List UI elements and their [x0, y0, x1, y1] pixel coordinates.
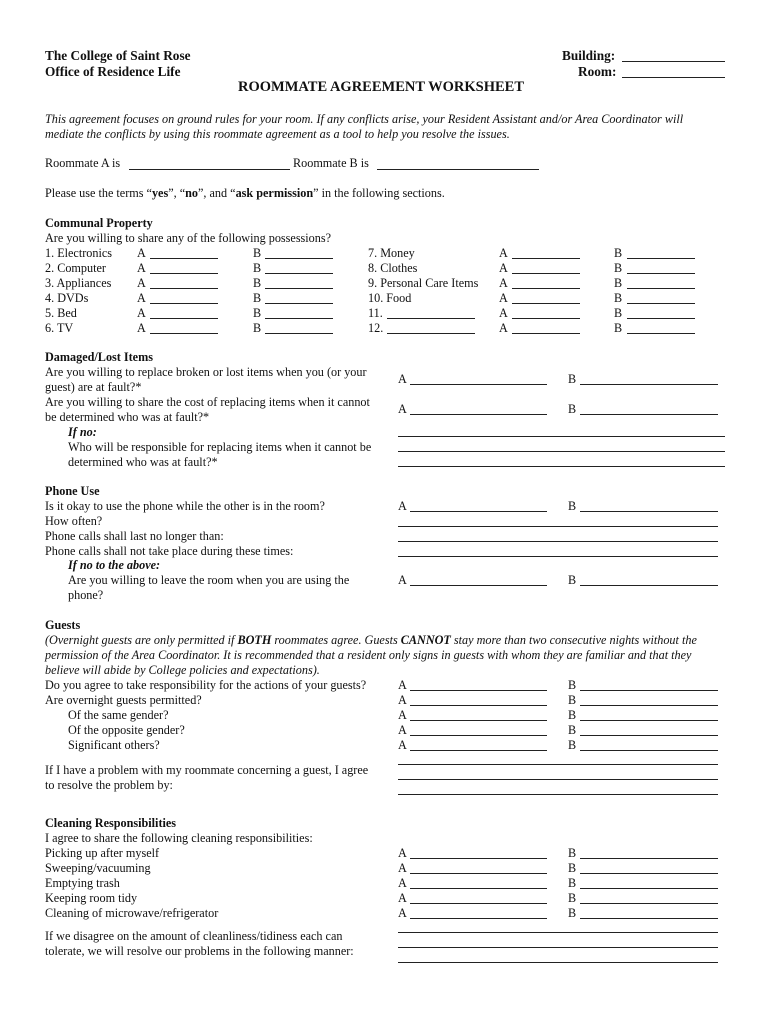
phone-q5-a-field[interactable]: [410, 585, 547, 586]
communal-item-label: 12.: [368, 321, 384, 335]
guests-q5: Significant others?: [68, 738, 160, 752]
b-label: B: [568, 861, 577, 875]
cleaning-item: Sweeping/vacuuming: [45, 861, 151, 875]
guests-q4: Of the opposite gender?: [68, 723, 185, 737]
communal-right-10-b-field[interactable]: [627, 303, 695, 304]
guests-q2-a-field[interactable]: [410, 705, 547, 706]
phone-q2: How often?: [45, 514, 103, 528]
room-field[interactable]: [622, 77, 725, 78]
b-label: B: [568, 906, 577, 920]
building-label: Building:: [562, 48, 616, 63]
guests-resolve-field-1[interactable]: [398, 764, 718, 765]
cleaning-item: Picking up after myself: [45, 846, 160, 860]
a-label: A: [398, 906, 407, 920]
damaged-responsible-field-3[interactable]: [398, 466, 725, 467]
cleaning-item: Keeping room tidy: [45, 891, 138, 905]
b-label: B: [568, 708, 577, 722]
communal-heading: Communal Property: [45, 216, 153, 230]
communal-left-4-a-field[interactable]: [150, 303, 218, 304]
b-label: B: [568, 499, 577, 513]
damaged-heading: Damaged/Lost Items: [45, 350, 153, 364]
communal-custom-item-12-field[interactable]: [387, 333, 475, 334]
a-label: A: [398, 402, 407, 416]
b-label: B: [568, 738, 577, 752]
phone-q1-a-field[interactable]: [410, 511, 547, 512]
phone-how-often-field[interactable]: [398, 526, 718, 527]
terms-instruction: [45, 186, 445, 201]
cleaning-5-a-field[interactable]: [410, 918, 547, 919]
a-label: A: [499, 261, 508, 275]
b-label: B: [253, 276, 262, 290]
communal-left-3-a-field[interactable]: [150, 288, 218, 289]
damaged-q3-line1: Who will be responsible for replacing items when it cannot be: [68, 440, 372, 454]
communal-right-7-b-field[interactable]: [627, 258, 695, 259]
guests-q6-line2: to resolve the problem by:: [45, 778, 173, 792]
phone-q5-b-field[interactable]: [580, 585, 718, 586]
cleaning-resolve-field-2[interactable]: [398, 947, 718, 948]
communal-right-9-a-field[interactable]: [512, 288, 580, 289]
a-label: A: [499, 321, 508, 335]
phone-q4: Phone calls shall not take place during these times:: [45, 544, 294, 558]
b-label: B: [614, 246, 623, 260]
a-label: A: [398, 723, 407, 737]
communal-right-10-a-field[interactable]: [512, 303, 580, 304]
communal-item-label: 10. Food: [368, 291, 412, 305]
a-label: A: [398, 846, 407, 860]
note-both: BOTH: [237, 633, 272, 647]
communal-question: Are you willing to share any of the following possessions?: [45, 231, 332, 245]
a-label: A: [137, 306, 146, 320]
b-label: B: [568, 876, 577, 890]
a-label: A: [398, 861, 407, 875]
b-label: B: [253, 306, 262, 320]
damaged-q2-a-field[interactable]: [410, 414, 547, 415]
phone-q1: Is it okay to use the phone while the other is in the room?: [45, 499, 325, 513]
a-label: A: [398, 876, 407, 890]
b-label: B: [568, 372, 577, 386]
b-label: B: [568, 723, 577, 737]
cleaning-item: Cleaning of microwave/refrigerator: [45, 906, 219, 920]
damaged-q2-line1: Are you willing to share the cost of replacing items when it cannot: [45, 395, 370, 409]
guests-resolve-field-3[interactable]: [398, 794, 718, 795]
note-text: stay more than two consecutive nights without the: [450, 633, 697, 647]
damaged-responsible-field-1[interactable]: [398, 436, 725, 437]
guests-q4-a-field[interactable]: [410, 735, 547, 736]
communal-left-2-b-field[interactable]: [265, 273, 333, 274]
cleaning-1-a-field[interactable]: [410, 858, 547, 859]
roommate-a-field[interactable]: [129, 169, 290, 170]
communal-item-label: 9. Personal Care Items: [368, 276, 479, 290]
room-label: Room:: [578, 64, 617, 79]
phone-q1-b-field[interactable]: [580, 511, 718, 512]
communal-item-label: 3. Appliances: [45, 276, 112, 290]
phone-q5-line2: phone?: [68, 588, 104, 602]
a-label: A: [499, 291, 508, 305]
communal-item-label: 7. Money: [368, 246, 415, 260]
cleaning-q-line2: tolerate, we will resolve our problems in the following manner:: [45, 944, 354, 958]
damaged-q1-line1: Are you willing to replace broken or lost items when you (or your: [45, 365, 367, 379]
a-label: A: [137, 246, 146, 260]
cleaning-4-a-field[interactable]: [410, 903, 547, 904]
cleaning-q-line1: If we disagree on the amount of cleanliness/tidiness each can: [45, 929, 343, 943]
communal-left-6-a-field[interactable]: [150, 333, 218, 334]
terms-sep: ”, and “: [198, 186, 236, 200]
cleaning-3-a-field[interactable]: [410, 888, 547, 889]
cleaning-5-b-field[interactable]: [580, 918, 718, 919]
b-label: B: [253, 246, 262, 260]
communal-item-label: 1. Electronics: [45, 246, 113, 260]
terms-suffix: ” in the following sections.: [313, 186, 445, 200]
a-label: A: [137, 291, 146, 305]
a-label: A: [499, 276, 508, 290]
cleaning-4-b-field[interactable]: [580, 903, 718, 904]
communal-right-8-b-field[interactable]: [627, 273, 695, 274]
communal-right-11-b-field[interactable]: [627, 318, 695, 319]
communal-right-9-b-field[interactable]: [627, 288, 695, 289]
communal-right-12-b-field[interactable]: [627, 333, 695, 334]
guests-note-line3: believe will abide by College policies and expectations).: [45, 663, 320, 677]
guests-q6-line1: If I have a problem with my roommate concerning a guest, I agree: [45, 763, 369, 777]
a-label: A: [137, 276, 146, 290]
cleaning-intro: I agree to share the following cleaning responsibilities:: [45, 831, 313, 845]
term-ask-permission: ask permission: [235, 186, 314, 200]
guests-resolve-field-2[interactable]: [398, 779, 718, 780]
guests-q3-a-field[interactable]: [410, 720, 547, 721]
terms-prefix: Please use the terms “: [45, 186, 152, 200]
a-label: A: [499, 306, 508, 320]
phone-if-no: If no to the above:: [68, 558, 161, 572]
a-label: A: [398, 372, 407, 386]
b-label: B: [568, 573, 577, 587]
damaged-if-no: If no:: [68, 425, 97, 439]
phone-times-field[interactable]: [398, 556, 718, 557]
cleaning-resolve-field-1[interactable]: [398, 932, 718, 933]
communal-left-2-a-field[interactable]: [150, 273, 218, 274]
intro-line-1: This agreement focuses on ground rules for your room. If any conflicts arise, your Resident Assistant and/or Area Coordinator will: [45, 112, 684, 126]
b-label: B: [614, 291, 623, 305]
communal-item-label: 5. Bed: [45, 306, 77, 320]
communal-right-8-a-field[interactable]: [512, 273, 580, 274]
note-cannot: CANNOT: [400, 633, 451, 647]
a-label: A: [398, 891, 407, 905]
b-label: B: [253, 261, 262, 275]
b-label: B: [614, 261, 623, 275]
term-yes: yes: [151, 186, 169, 200]
guests-q1-a-field[interactable]: [410, 690, 547, 691]
damaged-responsible-field-2[interactable]: [398, 451, 725, 452]
b-label: B: [614, 306, 623, 320]
note-text: (Overnight guests are only permitted if: [45, 633, 238, 647]
b-label: B: [568, 402, 577, 416]
phone-q3: Phone calls shall last no longer than:: [45, 529, 224, 543]
cleaning-2-a-field[interactable]: [410, 873, 547, 874]
damaged-q1-line2: guest) are at fault?*: [45, 380, 142, 394]
roommate-b-field[interactable]: [377, 169, 539, 170]
cleaning-3-b-field[interactable]: [580, 888, 718, 889]
damaged-q2-b-field[interactable]: [580, 414, 718, 415]
guests-q1-b-field[interactable]: [580, 690, 718, 691]
college-name: The College of Saint Rose: [45, 48, 191, 63]
roommate-a-label: Roommate A is: [45, 156, 121, 170]
b-label: B: [253, 321, 262, 335]
communal-item-label: 8. Clothes: [368, 261, 418, 275]
b-label: B: [614, 276, 623, 290]
a-label: A: [398, 738, 407, 752]
a-label: A: [137, 261, 146, 275]
cleaning-resolve-field-3[interactable]: [398, 962, 718, 963]
term-no: no: [185, 186, 198, 200]
guests-q5-a-field[interactable]: [410, 750, 547, 751]
phone-heading: Phone Use: [45, 484, 100, 498]
communal-item-label: 2. Computer: [45, 261, 106, 275]
note-text: roommates agree. Guests: [271, 633, 401, 647]
guests-note-line2: permission of the Area Coordinator. It is recommended that a resident only signs in guests with whom they are familiar and that they: [45, 648, 692, 662]
communal-left-5-b-field[interactable]: [265, 318, 333, 319]
communal-left-1-b-field[interactable]: [265, 258, 333, 259]
communal-left-6-b-field[interactable]: [265, 333, 333, 334]
a-label: A: [398, 708, 407, 722]
damaged-q1-a-field[interactable]: [410, 384, 547, 385]
a-label: A: [398, 573, 407, 587]
guests-note-line1: [45, 633, 697, 648]
a-label: A: [398, 499, 407, 513]
b-label: B: [568, 693, 577, 707]
a-label: A: [499, 246, 508, 260]
guests-q3-b-field[interactable]: [580, 720, 718, 721]
guests-q4-b-field[interactable]: [580, 735, 718, 736]
b-label: B: [253, 291, 262, 305]
damaged-q1-b-field[interactable]: [580, 384, 718, 385]
damaged-q3-line2: determined who was at fault?*: [68, 455, 218, 469]
communal-item-label: 4. DVDs: [45, 291, 89, 305]
phone-duration-field[interactable]: [398, 541, 718, 542]
cleaning-1-b-field[interactable]: [580, 858, 718, 859]
communal-right-7-a-field[interactable]: [512, 258, 580, 259]
cleaning-2-b-field[interactable]: [580, 873, 718, 874]
guests-q3: Of the same gender?: [68, 708, 169, 722]
communal-right-12-a-field[interactable]: [512, 333, 580, 334]
communal-left-4-b-field[interactable]: [265, 303, 333, 304]
a-label: A: [137, 321, 146, 335]
guests-heading: Guests: [45, 618, 81, 632]
a-label: A: [398, 678, 407, 692]
b-label: B: [568, 678, 577, 692]
communal-left-5-a-field[interactable]: [150, 318, 218, 319]
b-label: B: [614, 321, 623, 335]
guests-q2-b-field[interactable]: [580, 705, 718, 706]
communal-right-11-a-field[interactable]: [512, 318, 580, 319]
guests-q2: Are overnight guests permitted?: [45, 693, 202, 707]
communal-custom-item-11-field[interactable]: [387, 318, 475, 319]
intro-line-2: mediate the conflicts by using this roommate agreement as a tool to help you resolve the issues.: [45, 127, 510, 141]
phone-q5-line1: Are you willing to leave the room when you are using the: [68, 573, 350, 587]
roommate-b-label: Roommate B is: [293, 156, 369, 170]
communal-left-1-a-field[interactable]: [150, 258, 218, 259]
damaged-q2-line2: be determined who was at fault?*: [45, 410, 210, 424]
communal-item-label: 11.: [368, 306, 383, 320]
page-title: ROOMMATE AGREEMENT WORKSHEET: [238, 79, 525, 95]
terms-sep: ”, “: [168, 186, 186, 200]
cleaning-heading: Cleaning Responsibilities: [45, 816, 177, 830]
communal-item-label: 6. TV: [45, 321, 74, 335]
b-label: B: [568, 891, 577, 905]
cleaning-item: Emptying trash: [45, 876, 120, 890]
b-label: B: [568, 846, 577, 860]
building-field[interactable]: [622, 61, 725, 62]
a-label: A: [398, 693, 407, 707]
office-name: Office of Residence Life: [45, 64, 181, 79]
guests-q5-b-field[interactable]: [580, 750, 718, 751]
communal-left-3-b-field[interactable]: [265, 288, 333, 289]
guests-q1: Do you agree to take responsibility for the actions of your guests?: [45, 678, 367, 692]
